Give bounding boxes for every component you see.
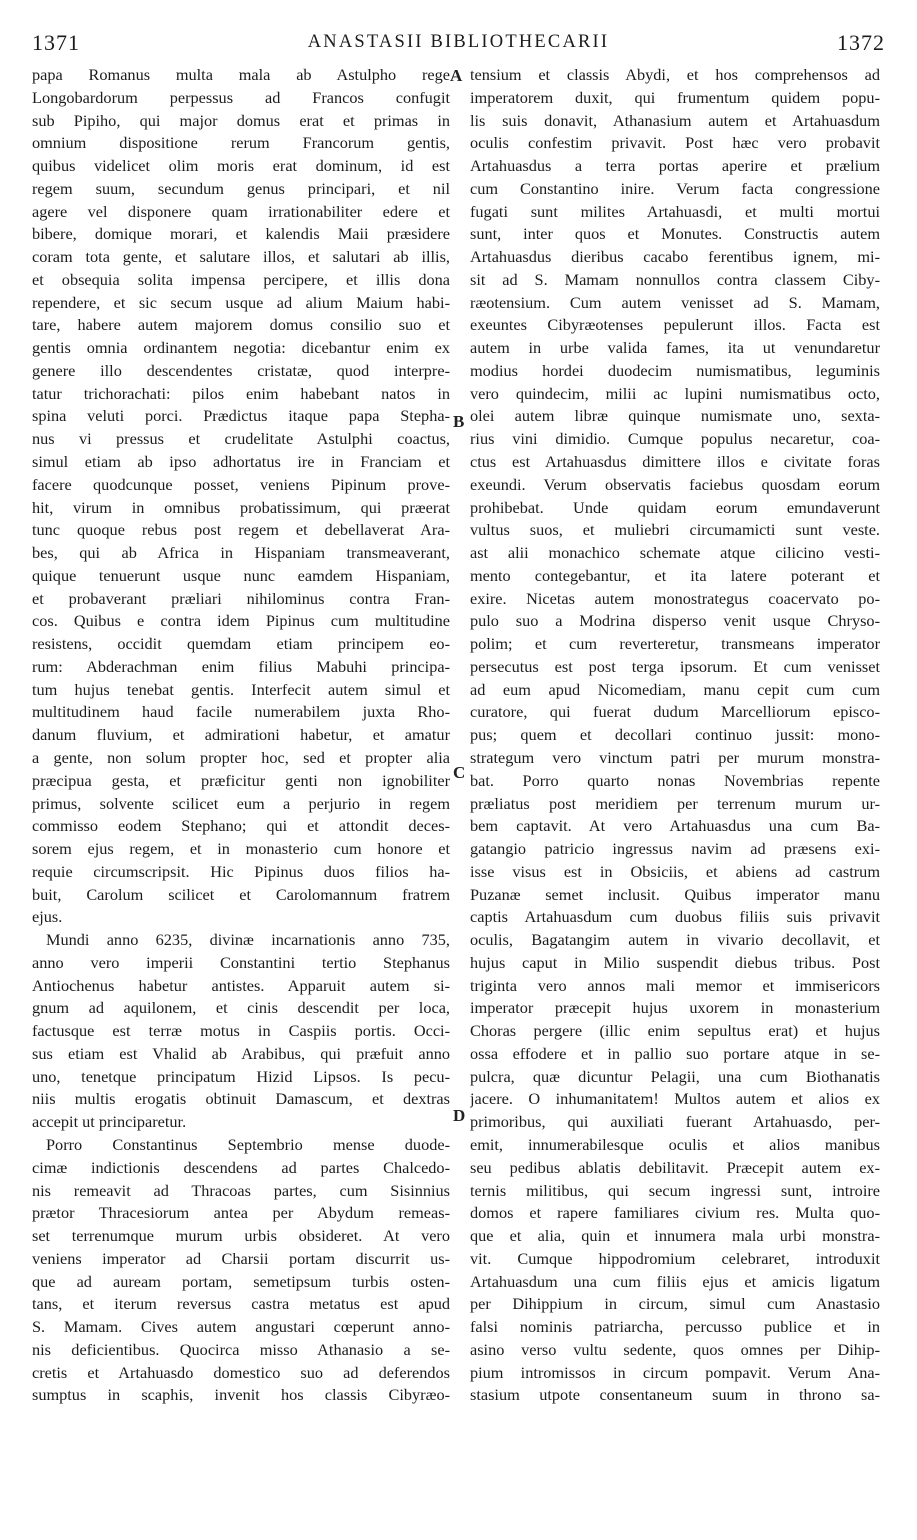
text-line: pulo suo a Modrina disperso venit usque Chryso- [470,611,880,631]
margin-letter-b: B [453,412,465,431]
text-line: bes, qui ab Africa in Hispaniam transmeaverant, [32,543,450,563]
text-line: domos et rapere familiares civium res. Multa quo- [470,1203,880,1223]
text-line: cimæ indictionis descendens ad partes Chalcedo- [32,1157,450,1177]
text-line: præliatus post meridiem per terrenum murum ur- [470,793,880,813]
text-line: cum Constantino inire. Verum facta congressione [470,178,880,198]
text-line: pium intromissos in circum pompavit. Verum Ana- [470,1362,880,1382]
text-line: tans, et iterum reversus castra metatus est apud [32,1294,450,1314]
text-line: imperator præcepit hujus uxorem in monasterium [470,998,880,1018]
text-line: omnium dispositione rerum Francorum gentis, [32,133,450,153]
text-line: ternis militibus, qui secum ingressi sunt, introire [470,1180,880,1200]
text-line: papa Romanus multa mala ab Astulpho rege [32,65,450,84]
text-line: Artahuasdum una cum filiis ejus et amicis ligatum [470,1271,880,1291]
text-line: tensium et classis Abydi, et hos comprehensos ad [470,65,880,84]
text-line: set terrenumque murum urbis obsideret. At vero [32,1226,450,1246]
text-line: regem suum, secundum genus principari, et nil [32,178,450,198]
text-line: sus etiam est Vhalid ab Arabibus, qui præfuit anno [32,1043,450,1063]
text-line: anno vero imperii Constantini tertio Stephanus [32,952,450,972]
text-line: genere illo descendentes cristatæ, quod interpre- [32,360,450,380]
text-line: cretis et Artahuasdo domestico suo ad deferendos [32,1362,450,1382]
text-line: agere vel disponere quam irrationabiliter edere et [32,201,450,221]
text-line: quibus videlicet olim moris erat dominum, id est [32,156,450,176]
text-line: que et alia, quin et innumera mala urbi monstra- [470,1226,880,1246]
text-line: prætor Thracesiorum antea per Abydum remeas- [32,1203,450,1223]
text-line: ast alii monachico schemate atque cilicino vesti- [470,543,880,563]
margin-letter-c: C [453,763,466,782]
left-page-number: 1371 [32,30,80,55]
text-line: spina veluti porci. Prædictus itaque papa Stepha- [32,406,450,426]
margin-letter-a: A [450,66,463,85]
text-line: vultus suos, et muliebri circumamicti sunt veste. [470,520,880,540]
text-line: sunt, inter quos et Monutes. Constructis autem [470,224,880,244]
text-line: hit, virum in omnibus probatissimum, qui præerat [32,497,450,517]
text-line: pus; quem et decollari continuo jussit: mono- [470,725,880,745]
text-line: sit ad S. Mamam nonnullos contra classem Ciby- [470,269,880,289]
text-line: accepit ut principaretur. [32,1112,187,1132]
text-line: Puzanæ semet inclusit. Quibus imperator manu [470,884,880,904]
text-line: nis remeavit ad Thracoas partes, cum Sisinnius [32,1180,450,1200]
text-line: tatur trichorachati: pilos enim habebant natos in [32,383,450,403]
text-line: buit, Carolum scilicet et Carolomannum fratrem [32,884,450,904]
text-line: Longobardorum perpessus ad Francos confugit [32,87,450,107]
text-line: falsi nominis patriarcha, percusso publice et in [470,1317,880,1337]
text-line: strategum vero vinctum patri per murum monstra- [470,747,880,767]
text-line: et probaverant præliari nihilominus contra Fran- [32,588,450,608]
text-line: lis suis donavit, Athanasium autem et Artahuasdum [470,110,880,130]
text-line: rum: Abderachman enim filius Mabuhi principa- [32,656,450,676]
text-line: tare, habere autem majorem domus consilio suo et [32,315,450,335]
text-line: per Dihippium in circum, simul cum Anastasio [470,1294,880,1314]
text-line: ossa effodere et in pallio suo portare atque in se- [470,1043,880,1063]
text-line: præcipua gesta, et præficitur genti non ignobiliter [32,770,450,790]
text-line: mento contegebantur, et ita latere poterant et [470,565,880,585]
text-line: exire. Nicetas autem monostrategus coacervato po- [470,588,880,608]
text-line: requie circumscripsit. Hic Pipinus duos filios ha- [32,861,450,881]
text-line: facere quodcunque posset, veniens Pipinum prove- [32,474,450,494]
text-line: fugati sunt milites Artahuasdi, et multi mortui [470,201,880,221]
text-line: exeuntes Cibyræotenses pepulerunt illos. Facta est [470,315,880,335]
text-line: coram tota gente, et salutare illos, et salutari ab illis, [32,247,450,267]
text-line: isse visus est in Obsiciis, et abiens ad castrum [470,861,880,881]
text-line: jacere. O inhumanitatem! Multos autem et alios ex [470,1089,880,1109]
text-line: ræotensium. Cum autem venisset ad S. Mamam, [470,292,880,312]
text-line: rependere, et sic secum usque ad alium Maium habi- [32,292,450,312]
text-line: autem in urbe valida fames, ita ut venundaretur [470,338,880,358]
text-line: oculis confestim privavit. Post hæc vero probavit [470,133,880,153]
text-line: pulcra, quæ dicuntur Pelagii, una cum Biothanatis [470,1066,880,1086]
text-line: asino verso vultu sedente, quos omnes per Dihip- [470,1339,880,1359]
text-line: multitudinem haud facile numerabilem juxta Rho- [32,702,450,722]
text-line: modius hordei duodecim numismatibus, leguminis [470,360,880,380]
text-line: seu pedibus ablatis debilitavit. Præcepit autem ex- [470,1157,880,1177]
text-line: prohibebat. Unde quidam eorum emundaverunt [470,497,880,517]
text-line: emit, innumerabilesque oculis et alios manibus [470,1134,880,1154]
text-line: Artahuasdus dieribus cacabo ferentibus ignem, mi- [470,247,880,267]
running-title: ANASTASII BIBLIOTHECARII [307,32,610,52]
left-text-column [32,64,450,1407]
page-header [32,30,885,64]
text-line: tum hujus tenebat gentis. Interfecit autem simul et [32,679,450,699]
text-line: imperatorem duxit, qui frumentum quidem popu- [470,87,880,107]
text-line: exeundi. Verum observatis faciebus quosdam eorum [470,474,880,494]
text-line: gatangio patricio ingressus navim ad præsens exi- [470,839,880,859]
text-line: veniens imperator ad Charsii portam discurrit us- [32,1248,450,1268]
text-line: resistens, occidit quemdam etiam principem eo- [32,634,450,654]
text-line: primus, solvente scilicet eum a perjurio in regem [32,793,450,813]
text-line: bem captavit. At vero Artahuasdus una cum Ba- [470,816,880,836]
text-line: a gente, non solum propter hoc, sed et propter alia [32,747,450,767]
text-line: bibere, domique morari, et kalendis Maii præsidere [32,224,450,244]
text-line: Antiochenus habetur antistes. Apparuit autem si- [32,975,450,995]
text-line: cos. Quibus e contra idem Pipinus cum multitudine [32,611,450,631]
text-line: sorem ejus regem, et in monasterio cum honore et [32,839,450,859]
text-line: nis deficientibus. Quocirca misso Athanasio a se- [32,1339,450,1359]
right-text-column [470,64,880,1407]
text-line: primoribus, qui auxiliati fuerant Artahuasdo, per- [470,1112,880,1132]
text-line: que ad auream portam, semetipsum turbis osten- [32,1271,450,1291]
text-line: sub Pipiho, qui major domus erat et primas in [32,110,450,130]
text-line: captis Artahuasdum cum duobus filiis suis privavit [470,907,880,927]
text-line: sumptus in scaphis, invenit hos classis Cibyræo- [32,1385,450,1405]
text-line: vit. Cumque hippodromium celebraret, introduxit [470,1248,880,1268]
text-line: simul etiam ab ipso adhortatus ire in Franciam et [32,452,450,472]
text-line: factusque est terræ motus in Caspiis portis. Occi- [32,1021,450,1041]
text-line: tunc quoque rebus post regem et debellaverat Ara- [32,520,450,540]
text-line: stasium utpote consentaneum suum in throno sa- [470,1385,880,1405]
text-line: ad eum apud Nicomediam, manu cepit cum cum [470,679,880,699]
text-line: uno, tenetque principatum Hizid Lipsos. Is pecu- [32,1066,450,1086]
text-line: niis multis erogatis obtinuit Damascum, et dextras [32,1089,450,1109]
right-page-number: 1372 [837,30,885,55]
text-line: danum fluvium, et admirationi habetur, et amatur [32,725,450,745]
text-line: S. Mamam. Cives autem angustari cœperunt anno- [32,1317,450,1337]
text-line: triginta vero annos mali memor et immisericors [470,975,880,995]
text-line: ejus. [32,907,63,927]
text-line: Porro Constantinus Septembrio mense duode- [46,1134,450,1154]
text-line: commisso eodem Stephano; qui et attondit deces- [32,816,450,836]
text-line: et obsequia solita impensa percipere, et illis dona [32,269,450,289]
text-line: curatore, qui fuerat dudum Marcelliorum episco- [470,702,880,722]
text-line: oculis, Bagatangim autem in vivario decollavit, et [470,930,880,950]
text-line: gentis omnia ordinantem negotia: dicebantur enim ex [32,338,450,358]
text-line: rius vini dimidio. Cumque populus necaretur, coa- [470,429,880,449]
text-line: Choras pergere (illic enim sepultus erat) et hujus [470,1021,880,1041]
text-line: bat. Porro quarto nonas Novembrias repente [470,770,880,790]
text-line: gnum ad aquilonem, et cinis descendit per loca, [32,998,450,1018]
text-line: nus vi pressus et crudelitate Astulphi coactus, [32,429,450,449]
text-line: persecutus est post terga ipsorum. Et cum venisset [470,656,880,676]
text-line: hujus caput in Milio suspendit diebus tribus. Post [470,952,880,972]
text-line: polim; et cum reverteretur, transmeans imperator [470,634,880,654]
text-line: vero quindecim, milii ac lupini numismatibus octo, [470,383,880,403]
text-line: Artahuasdus a terra portas aperire et prælium [470,156,880,176]
margin-letter-d: D [453,1106,466,1125]
text-line: quique tenuerunt usque nunc eamdem Hispaniam, [32,565,450,585]
text-line: Mundi anno 6235, divinæ incarnationis anno 735, [46,930,450,950]
text-line: olei autem libræ quinque numismate uno, sexta- [470,406,880,426]
text-line: ctus est Artahuasdus dimittere illos e civitate foras [470,452,880,472]
